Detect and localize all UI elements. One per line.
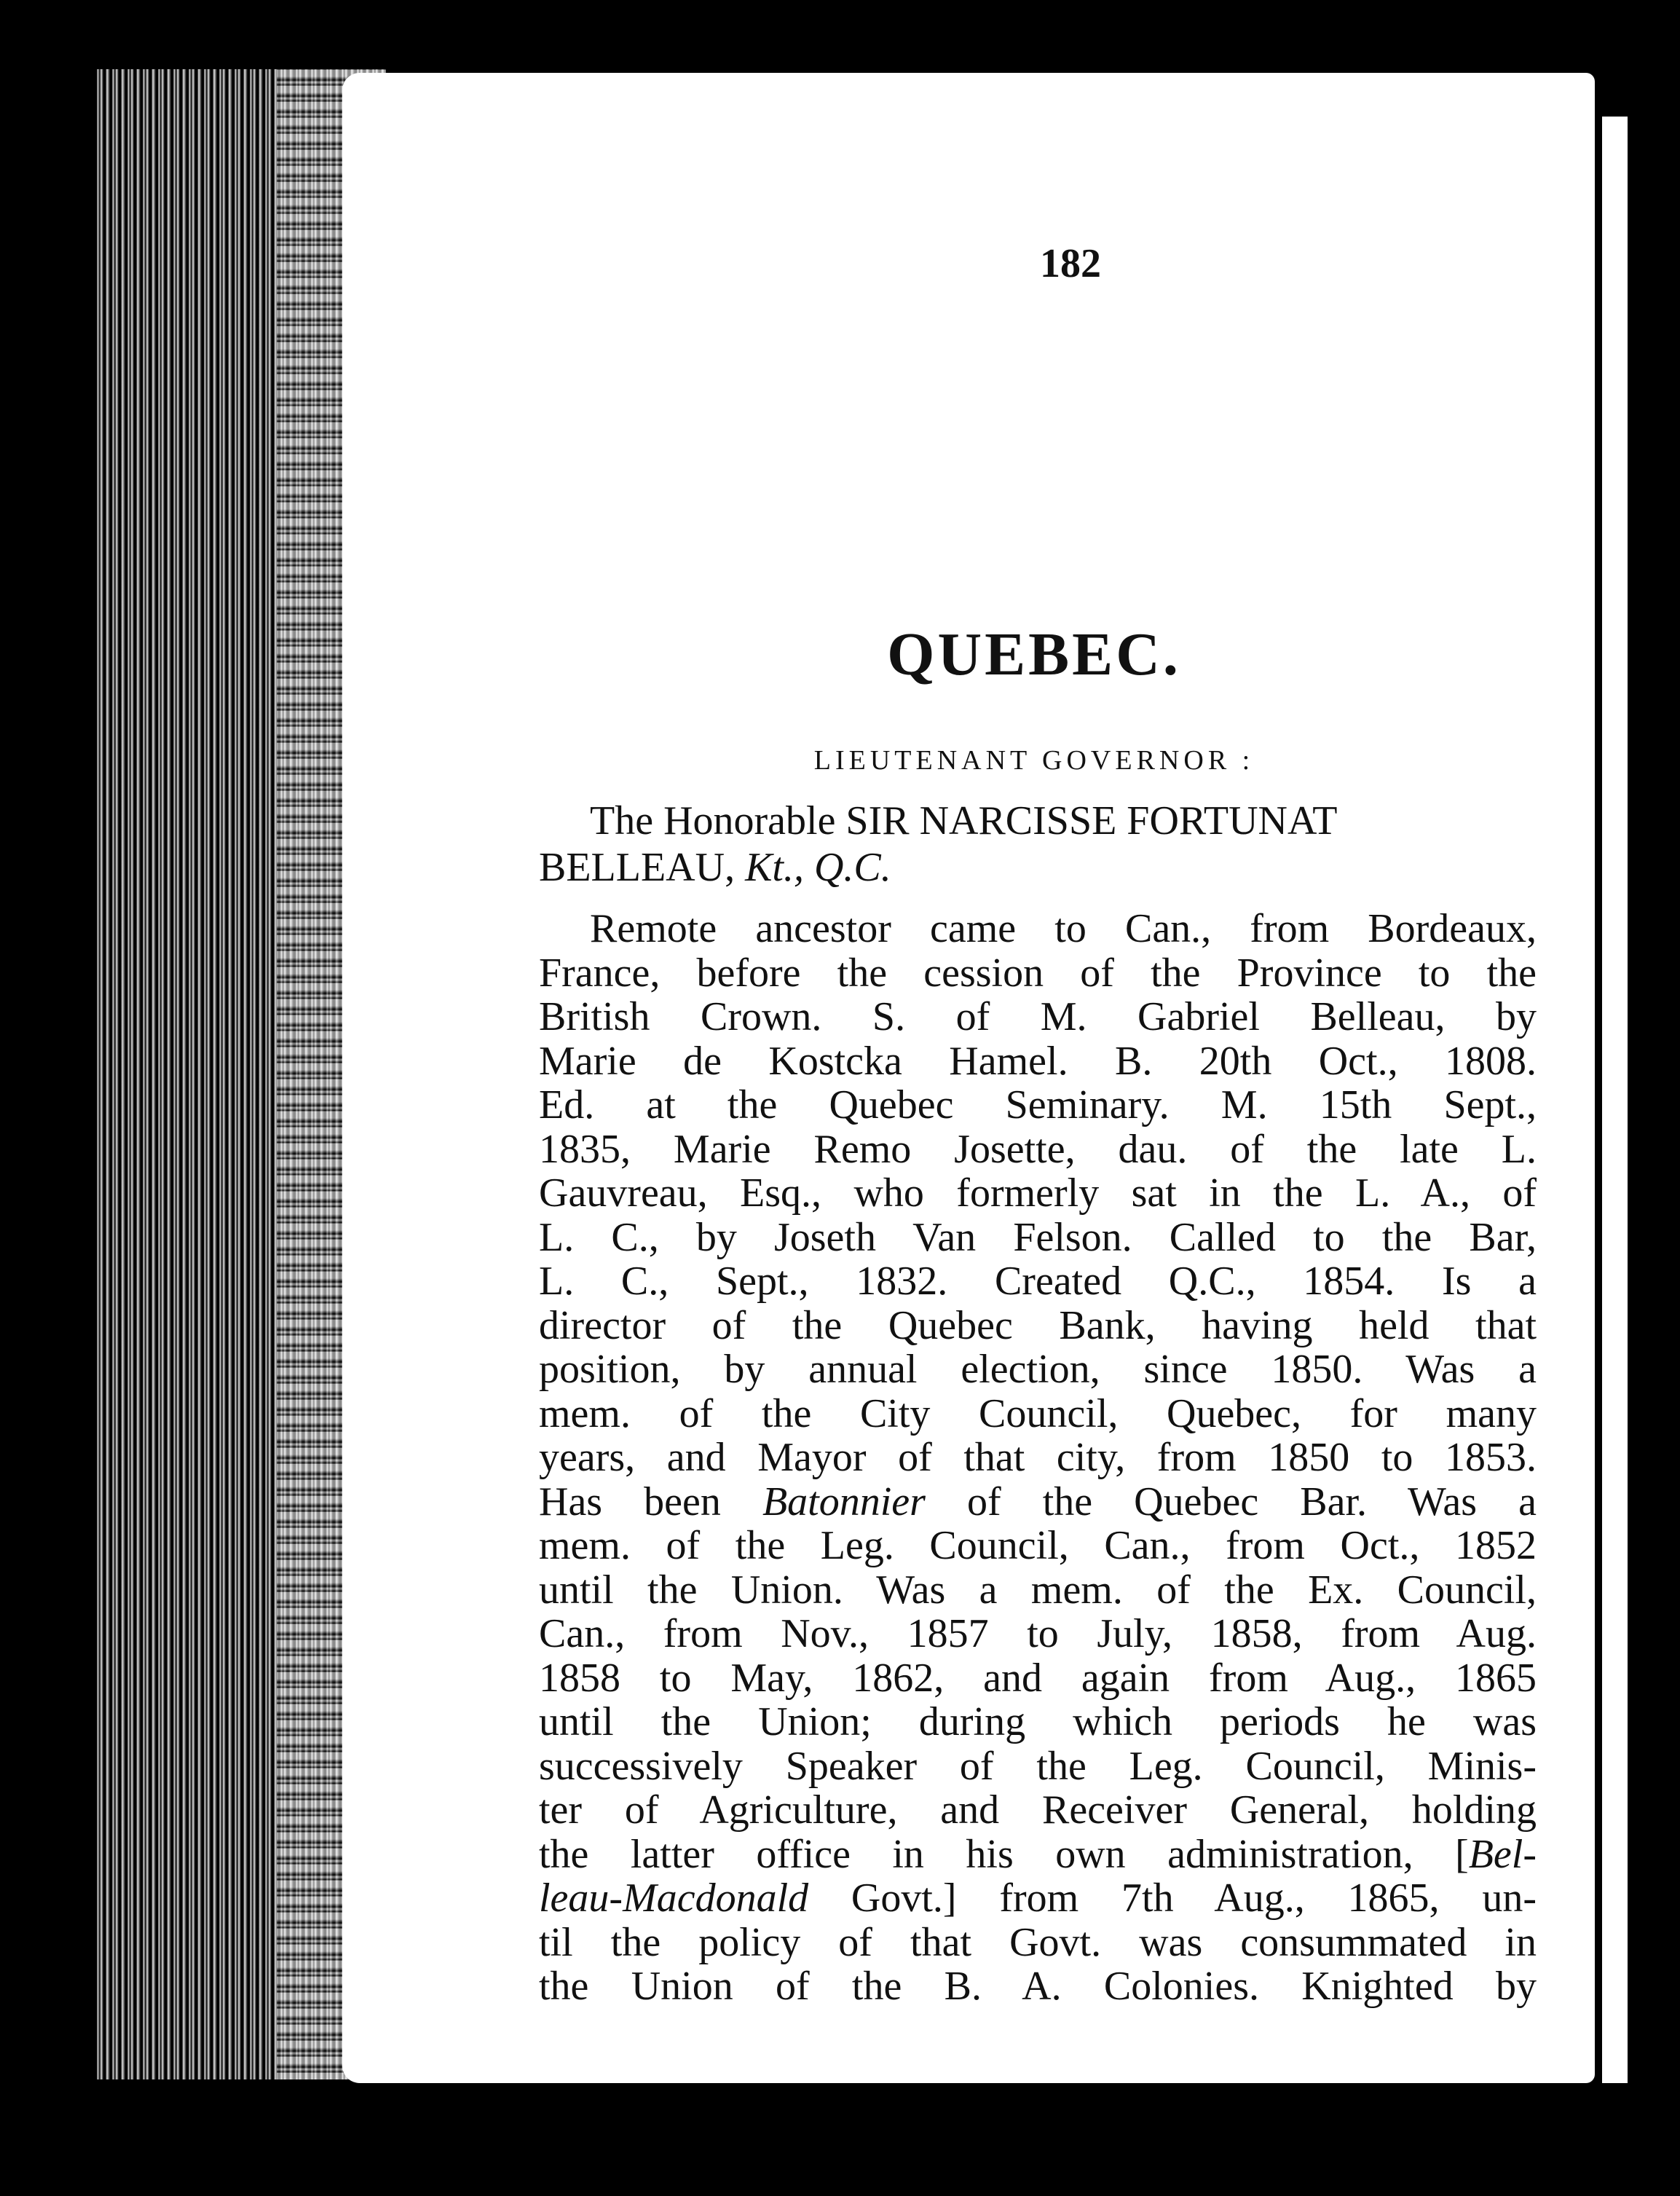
- body-italic-term: leau-Macdonald: [539, 1876, 809, 1921]
- body-italic-term: Batonnier: [762, 1479, 926, 1524]
- honoree-name: [539, 798, 1537, 891]
- body-line: Ed. at the Quebec Seminary. M. 15th Sept.,: [539, 1082, 1537, 1127]
- body-line: Gauvreau, Esq., who formerly sat in the L. A., of: [539, 1170, 1537, 1216]
- body-line: position, by annual election, since 1850. Was a: [539, 1347, 1537, 1392]
- next-page-edge: [1602, 117, 1628, 2083]
- body-line: til the policy of that Govt. was consummated in: [539, 1919, 1537, 1965]
- body-line-segment: Has been: [539, 1479, 762, 1524]
- name-line-2-plain: BELLEAU,: [539, 845, 746, 890]
- body-line: mem. of the Leg. Council, Can., from Oct., 1852: [539, 1523, 1537, 1568]
- body-line: mem. of the City Council, Quebec, for many: [539, 1390, 1537, 1436]
- body-line: Marie de Kostcka Hamel. B. 20th Oct., 1808.: [539, 1038, 1537, 1084]
- body-line-segment: Govt.] from 7th Aug., 1865, un-: [808, 1876, 1537, 1921]
- body-line: Remote ancestor came to Can., from Bordeaux,: [590, 906, 1537, 951]
- page-number: 182: [1040, 241, 1101, 286]
- body-line: 1835, Marie Remo Josette, dau. of the late L.: [539, 1126, 1537, 1172]
- name-line-1: The Honorable SIR NARCISSE FORTUNAT: [590, 798, 1338, 843]
- body-line-segment: the latter office in his own administration, [: [539, 1831, 1469, 1877]
- body-line: the Union of the B. A. Colonies. Knighted by: [539, 1964, 1537, 2009]
- body-line: Can., from Nov., 1857 to July, 1858, from Aug.: [539, 1611, 1537, 1656]
- body-line: successively Speaker of the Leg. Council, Minis-: [539, 1743, 1537, 1789]
- section-subtitle: LIEUTENANT GOVERNOR :: [813, 745, 1255, 776]
- body-line-segment: of the Quebec Bar. Was a: [925, 1479, 1537, 1524]
- name-line-2: [539, 844, 1537, 891]
- body-line: L. C., by Joseth Van Felson. Called to the Bar,: [539, 1214, 1537, 1260]
- body-line: until the Union. Was a mem. of the Ex. Council,: [539, 1567, 1537, 1613]
- body-line-batonnier: [539, 1480, 1537, 1524]
- body-line-administration: [539, 1833, 1537, 1877]
- body-italic-term: Bel-: [1468, 1831, 1537, 1877]
- section-title: QUEBEC.: [887, 621, 1181, 688]
- body-line: British Crown. S. of M. Gabriel Belleau, by: [539, 994, 1537, 1039]
- body-line: L. C., Sept., 1832. Created Q.C., 1854. Is a: [539, 1259, 1537, 1304]
- body-line-govt: [539, 1876, 1537, 1921]
- body-line: until the Union; during which periods he was: [539, 1699, 1537, 1744]
- body-line: 1858 to May, 1862, and again from Aug., 1865: [539, 1655, 1537, 1701]
- body-line: ter of Agriculture, and Receiver General, holding: [539, 1787, 1537, 1833]
- body-line: director of the Quebec Bank, having held that: [539, 1302, 1537, 1348]
- biography-text: [539, 907, 1537, 2009]
- name-line-2-italic: Kt., Q.C.: [745, 845, 891, 890]
- body-line: France, before the cession of the Province to the: [539, 950, 1537, 996]
- body-line: years, and Mayor of that city, from 1850 to 1853.: [539, 1435, 1537, 1480]
